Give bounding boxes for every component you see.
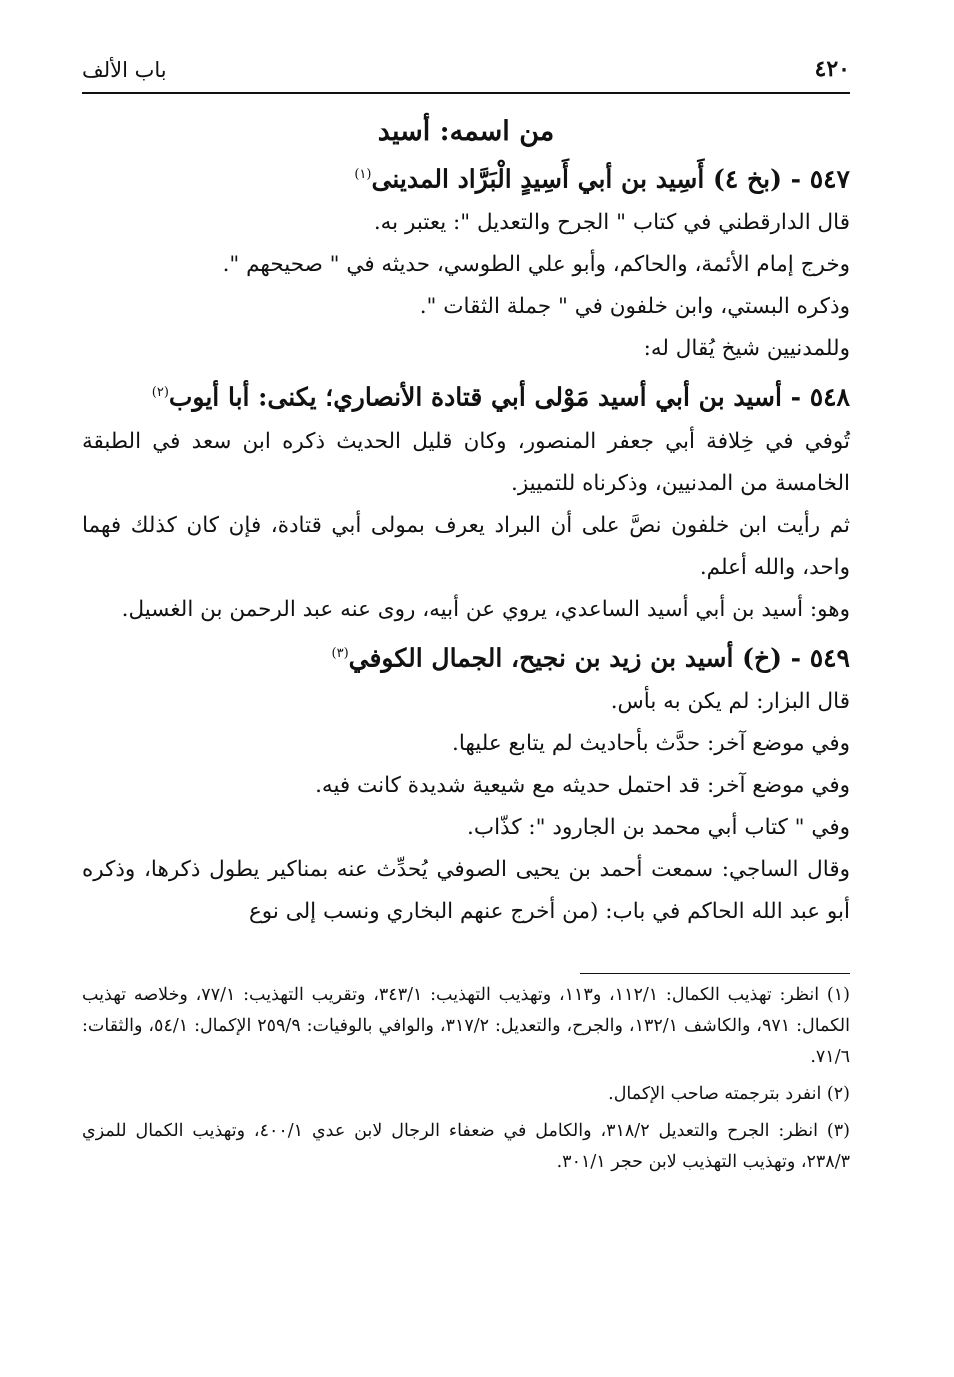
footnote: (١) انظر: تهذيب الكمال: ١١٢/١، و١١٣، وتهذيب التهذيب: ٣٤٣/١، وتقريب التهذيب: ٧٧/١، وخلاصه تهذيب الكمال: ٩٧١، والكاشف ١٣٢/١، والجرح، والتعديل: ٣١٧/٢، والوافي بالوفيات: ٢٥٩/٩ الإكمال: ٥٤/١، والثقات: ٧١/٦. <box>82 984 851 1067</box>
footnote-ref: (٢) <box>151 385 169 401</box>
footnote-ref: (٣) <box>331 645 349 661</box>
entry-paragraph: ثم رأيت ابن خلفون نصَّ على أن البراد يعرف بمولى أبي قتادة، فإن كان كذلك فهما واحد، والله أعلم. <box>82 512 850 580</box>
entry-heading: ٥٤٧ - (بخ ٤) أَسِيد بن أبي أَسِيدٍ الْبَرَّاد المدينى$^{(١)}$ <box>354 164 850 194</box>
biography-entry <box>82 370 850 630</box>
entry-heading: ٥٤٩ - (خ) أسيد بن زيد بن نجيح، الجمال الكوفي$^{(٣)}$ <box>331 642 850 672</box>
entry-paragraph: وهو: أسيد بن أبي أسيد الساعدي، يروي عن أبيه، روى عنه عبد الرحمن بن الغسيل. <box>121 596 850 622</box>
chapter-title: باب الألف <box>82 58 167 82</box>
entry-paragraph: تُوفي في خِلافة أبي جعفر المنصور، وكان قليل الحديث ذكره ابن سعد في الطبقة الخامسة من المدنيين، وذكرناه للتمييز. <box>82 428 850 496</box>
entry-paragraph: وفي موضع آخر: قد احتمل حديثه مع شيعية شديدة كانت فيه. <box>315 772 850 798</box>
entry-paragraph: وقال الساجي: سمعت أحمد بن يحيى الصوفي يُحدِّث عنه بمناكير يطول ذكرها، وذكره أبو عبد الله الحاكم في باب: (من أخرج عنهم البخاري ونسب إلى نوع <box>82 856 850 924</box>
entry-paragraph: قال الدارقطني في كتاب " الجرح والتعديل ": يعتبر به. <box>373 210 850 236</box>
footnote: (٣) انظر: الجرح والتعديل ٣١٨/٢، والكامل في ضعفاء الرجال لابن عدي ٤٠٠/١، وتهذيب الكمال للمزي ٢٣٨/٣، وتهذيب التهذيب لابن حجر ٣٠١/١. <box>82 1120 850 1172</box>
entry-paragraph: وذكره البستي، وابن خلفون في " جملة الثقات ". <box>419 294 850 320</box>
entry-paragraph: قال البزار: لم يكن به بأس. <box>610 688 850 714</box>
footnote-ref: (١) <box>354 167 372 182</box>
book-page <box>82 52 850 1178</box>
entry-paragraph: وللمدنيين شيخ يُقال له: <box>643 336 850 362</box>
section-title: من اسمه: أسيد <box>377 116 555 147</box>
entry-heading: ٥٤٨ - أسيد بن أبي أسيد مَوْلى أبي قتادة الأنصاري؛ يكنى: أبا أيوب$^{(٢)}$ <box>151 382 850 412</box>
biography-entry <box>82 631 850 933</box>
footnote: (٢) انفرد بترجمته صاحب الإكمال. <box>608 1083 850 1104</box>
page-number: ٤٢٠ <box>814 56 850 82</box>
entry-paragraph: وفي " كتاب أبي محمد بن الجارود ": كذّاب. <box>467 814 850 840</box>
footnote-divider <box>580 973 850 974</box>
entry-paragraph: وفي موضع آخر: حدَّث بأحاديث لم يتابع عليها. <box>451 730 850 756</box>
entry-paragraph: وخرج إمام الأئمة، والحاكم، وأبو علي الطوسي، حديثه في " صحيحهم ". <box>222 252 850 278</box>
biography-entry <box>82 152 850 370</box>
running-header <box>82 52 850 94</box>
